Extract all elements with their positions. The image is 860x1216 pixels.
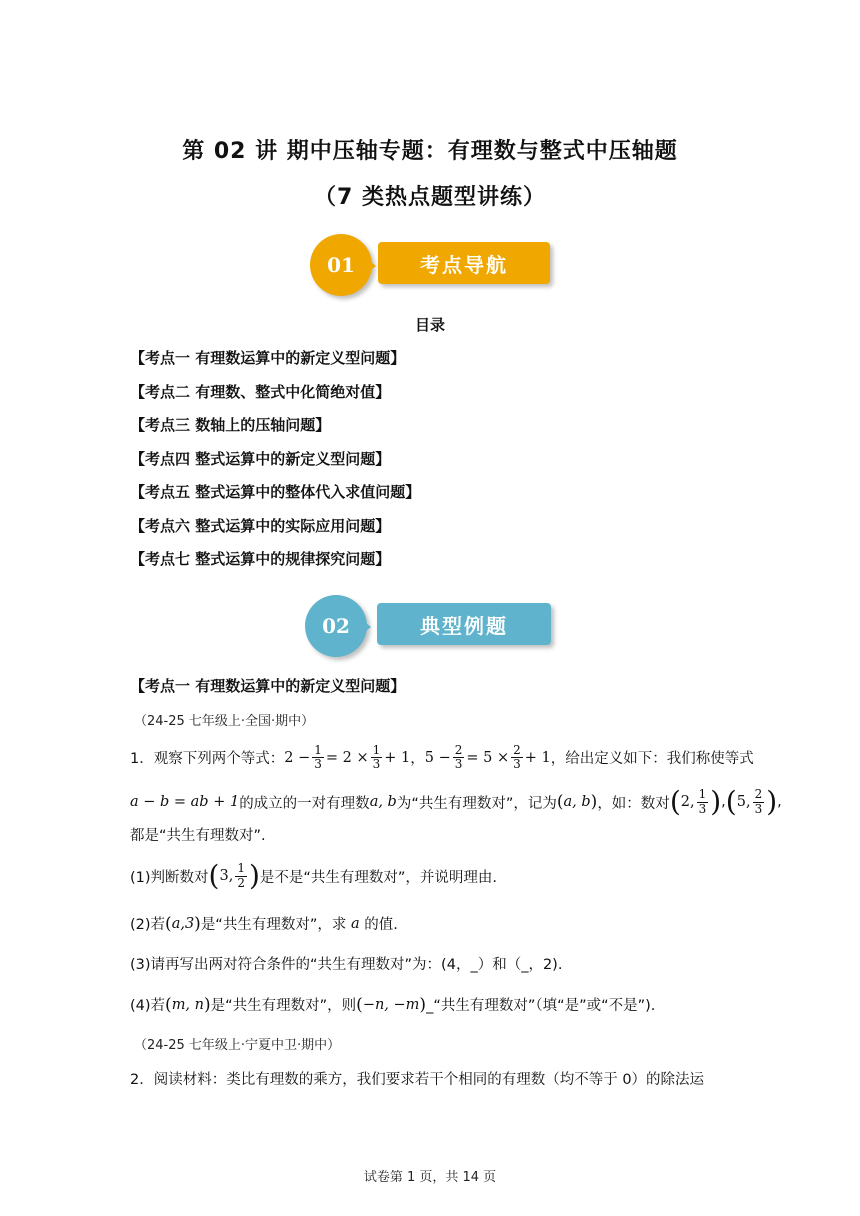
banner-number-badge: 01 xyxy=(310,234,372,296)
fraction: $\frac{1}{2}$ xyxy=(237,861,245,890)
fraction: $\frac{1}{3}$ xyxy=(698,787,707,816)
toc-heading: 目录 xyxy=(414,316,445,334)
page-footer: 试卷第 1 页，共 14 页 xyxy=(363,1170,497,1185)
question-source: （24-25 七年级上·宁夏中卫·期中） xyxy=(134,1038,341,1053)
question-source: （24-25 七年级上·全国·期中） xyxy=(134,714,315,729)
document-subtitle: （7 类热点题型讲练） xyxy=(314,185,546,210)
fraction: $\frac{2}{3}$ xyxy=(754,787,763,816)
question-1-part-3: (3)请再写出两对符合条件的“共生有理数对”为：(4，_）和（_，2). xyxy=(130,957,563,973)
question-1-definition: a − b = ab + 1 的成立的一对有理数 a, b 为“共生有理数对”，记为 ( a, b ) ，如：数对 ( 2, $\frac{1}{3}$ ) , ( 5, $\frac{2}{3}$ ) , xyxy=(130,785,782,818)
fraction: $\frac{2}{3}$ xyxy=(513,743,521,772)
toc-item[interactable]: 【考点七 整式运算中的规律探究问题】 xyxy=(130,550,391,568)
fraction: $\frac{1}{3}$ xyxy=(314,743,322,772)
banner-label: 考点导航 xyxy=(378,242,550,284)
toc-item[interactable]: 【考点五 整式运算中的整体代入求值问题】 xyxy=(130,483,421,501)
question-2-intro: 2．阅读材料：类比有理数的乘方，我们要求若干个相同的有理数（均不等于 0）的除法运 xyxy=(130,1072,705,1088)
toc-item[interactable]: 【考点一 有理数运算中的新定义型问题】 xyxy=(130,349,406,367)
banner-number-badge: 02 xyxy=(305,595,367,657)
toc-item[interactable]: 【考点二 有理数、整式中化简绝对值】 xyxy=(130,382,391,401)
question-1-part-1: (1)判断数对 ( 3, $\frac{1}{2}$ ) 是不是“共生有理数对”，并说明理由. xyxy=(130,859,498,892)
question-1-part-2: (2)若 ( a,3 ) 是“共生有理数对”，求 a 的值. xyxy=(130,913,398,934)
question-1-definition-end: 都是“共生有理数对”. xyxy=(130,828,266,844)
toc-item[interactable]: 【考点四 整式运算中的新定义型问题】 xyxy=(130,449,391,468)
toc-item[interactable]: 【考点三 数轴上的压轴问题】 xyxy=(130,416,331,434)
fraction: $\frac{1}{3}$ xyxy=(372,743,381,772)
section-heading: 【考点一 有理数运算中的新定义型问题】 xyxy=(130,677,406,695)
table-of-contents xyxy=(130,346,420,581)
fraction: $\frac{2}{3}$ xyxy=(454,743,463,772)
toc-item[interactable]: 【考点六 整式运算中的实际应用问题】 xyxy=(130,516,391,535)
question-1-intro: 1．观察下列两个等式： 2 − $\frac{1}{3}$ = 2 × $\frac{1}{3}$ + 1 ， 5 − $\frac{2}{3}$ = 5 × $\frac{2}{3}$ + 1 ，给出定义如下：我们称使等式 xyxy=(130,743,754,772)
document-title: 第 02 讲 期中压轴专题：有理数与整式中压轴题 xyxy=(182,139,678,164)
definition-equation: a − b = ab + 1 xyxy=(130,794,240,810)
question-1-part-4: (4)若 ( m, n ) 是“共生有理数对”，则 ( −n, −m ) _“共生有理数对”（填“是”或“不是”). xyxy=(130,994,656,1015)
banner-label: 典型例题 xyxy=(377,603,551,645)
